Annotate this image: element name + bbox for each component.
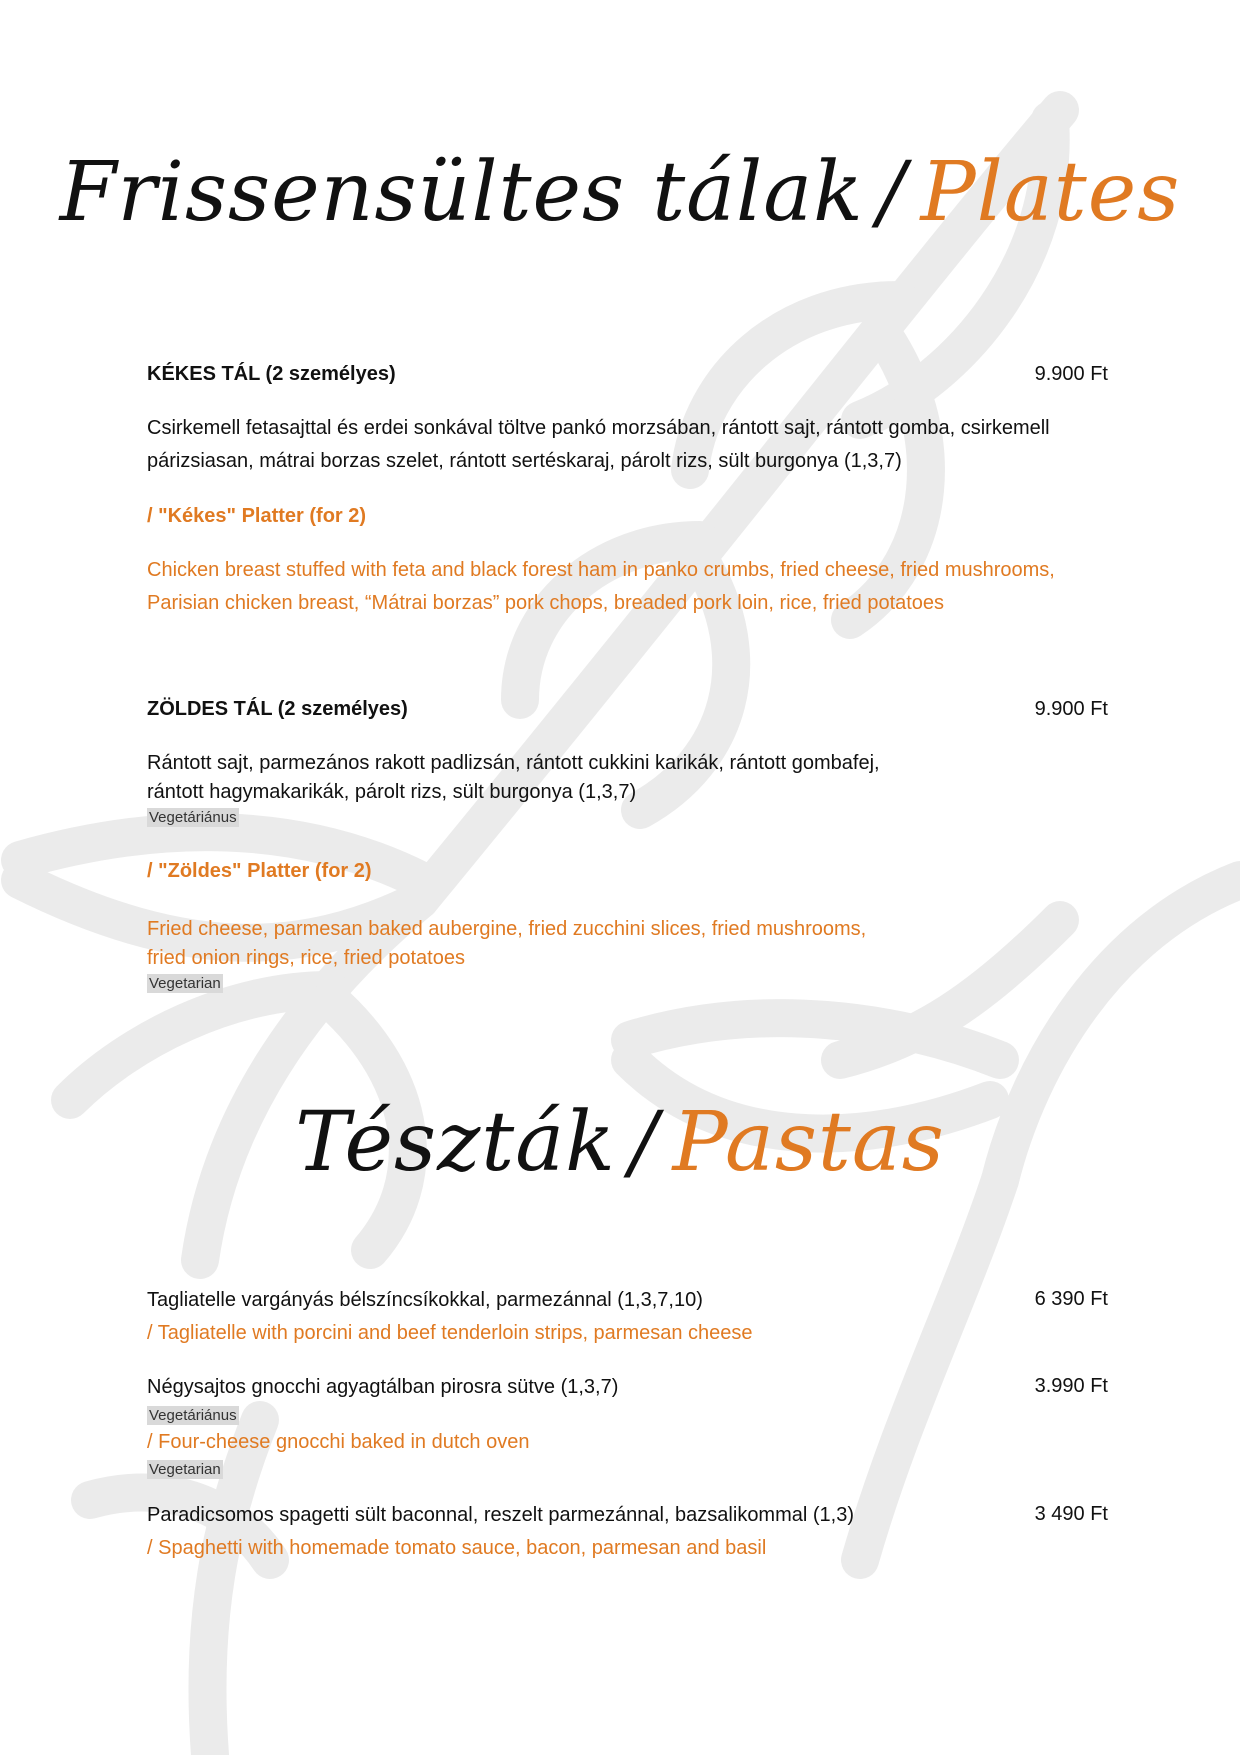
- menu-item-price: 9.900 Ft: [1034, 698, 1108, 720]
- menu-item-description: Rántott sajt, parmezános rakott padlizsán, rántott cukkini karikák, rántott gombafej, rántott hagymakarikák, párolt rizs, sült burgonya (1,3,7): [147, 752, 880, 803]
- pasta-item-price: 3 490 Ft: [1034, 1503, 1108, 1525]
- vegetarian-tag: Vegetarian: [149, 975, 221, 992]
- vegetarian-tag-wrap: [147, 1406, 1067, 1425]
- heading-plates-en: Plates: [920, 145, 1181, 240]
- pasta-item-name-en: / Four-cheese gnocchi baked in dutch oven: [147, 1431, 530, 1453]
- pasta-item-name-en: / Tagliatelle with porcini and beef tenderloin strips, parmesan cheese: [147, 1322, 753, 1344]
- vegetarian-tag-wrap: [147, 1460, 1067, 1479]
- vegetarian-tag: Vegetáriánus: [149, 809, 237, 826]
- vegetarian-tag-wrap: [147, 808, 1067, 827]
- menu-item-name-en: / "Zöldes" Platter (for 2): [147, 860, 372, 882]
- pasta-item-price: 6 390 Ft: [1034, 1288, 1108, 1310]
- vegetarian-tag: Vegetarian: [149, 1461, 221, 1478]
- menu-item-description-en: Chicken breast stuffed with feta and black forest ham in panko crumbs, fried cheese, fried mushrooms, Parisian chicken breast, “Mátrai borzas” pork chops, breaded pork loin, rice, fried potatoes: [147, 559, 1055, 614]
- heading-plates-hu: Frissensültes tálak: [59, 145, 864, 240]
- vegetarian-tag: Vegetáriánus: [149, 1407, 237, 1424]
- heading-pastas-hu: Tészták: [295, 1095, 616, 1190]
- heading-separator: /: [877, 145, 907, 240]
- section-heading-plates: [0, 145, 1240, 240]
- section-heading-pastas: [0, 1095, 1240, 1190]
- menu-item-description-en: Fried cheese, parmesan baked aubergine, fried zucchini slices, fried mushrooms, fried onion rings, rice, fried potatoes: [147, 918, 867, 969]
- menu-item-name-en: / "Kékes" Platter (for 2): [147, 505, 367, 527]
- heading-pastas-en: Pastas: [672, 1095, 945, 1190]
- menu-item-name: KÉKES TÁL (2 személyes): [147, 363, 396, 385]
- menu-item-price: 9.900 Ft: [1034, 363, 1108, 385]
- pasta-item-name-en: / Spaghetti with homemade tomato sauce, bacon, parmesan and basil: [147, 1537, 767, 1559]
- pasta-item-price: 3.990 Ft: [1034, 1375, 1108, 1397]
- pasta-item-name: Négysajtos gnocchi agyagtálban pirosra sütve (1,3,7): [147, 1376, 619, 1398]
- menu-item-description: Csirkemell fetasajttal és erdei sonkával töltve pankó morzsában, rántott sajt, rántott gomba, csirkemell párizsiasan, mátrai borzas szelet, rántott sertéskaraj, párolt rizs, sült burgonya (1,3,7): [147, 417, 1050, 472]
- vegetarian-tag-wrap: [147, 974, 1067, 993]
- heading-separator: /: [629, 1095, 659, 1190]
- pasta-item-name: Tagliatelle vargányás bélszíncsíkokkal, parmezánnal (1,3,7,10): [147, 1289, 703, 1311]
- pasta-item-name: Paradicsomos spagetti sült baconnal, reszelt parmezánnal, bazsalikommal (1,3): [147, 1504, 855, 1526]
- menu-item-name: ZÖLDES TÁL (2 személyes): [147, 698, 408, 720]
